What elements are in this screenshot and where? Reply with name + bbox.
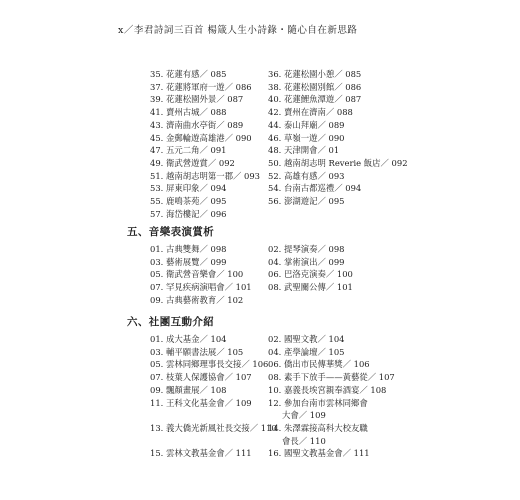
toc-entry: 04. 掌術演出／ 099 [268,256,345,267]
toc-entry: 06. 巴洛克演奏／ 100 [268,269,353,280]
toc-entry: 40. 花蓮鯉魚潭遊／ 087 [268,94,362,105]
running-header: x／李君詩詞三百首 楊箴人生小詩錄・隨心自在新思路 [118,25,358,36]
toc-list-community-right [268,333,395,460]
toc-entry: 08. 素手下放手——黃藝從／ 107 [268,372,395,383]
toc-entry: 53. 屏東印象／ 094 [150,183,227,194]
toc-entry: 10. 嘉義長埃宮親奉酒宴／ 108 [268,384,387,395]
toc-entry: 50. 越南胡志明 Reverie 飯店／ 092 [268,157,408,168]
toc-entry: 47. 五元二角／ 091 [150,145,227,156]
toc-entry: 05. 雲林同鄉理事長交接／ 106 [150,359,269,370]
toc-entry: 01. 古典雙舞／ 098 [150,244,227,254]
toc-entry [150,435,277,448]
toc-entry: 41. 賣州古城／ 088 [150,107,227,118]
toc-entry: 55. 鹿鳴茶苑／ 095 [150,196,227,207]
toc-entry: 49. 衛武營遊賞／ 092 [150,157,235,168]
toc-entry: 42. 賣州在濟南／ 088 [268,107,353,118]
toc-list-music-right [268,243,353,294]
toc-entry: 07. 罕見疾病演唱會／ 101 [150,282,252,293]
toc-entry: 45. 金郵輪遊高雄港／ 090 [150,132,252,143]
toc-entry: 01. 成大基金／ 104 [150,334,227,344]
toc-entry: 57. 海岱樓記／ 096 [150,208,227,219]
toc-entry: 14. 朱澤霖接高科大校友職 [268,422,368,433]
toc-entry [150,409,277,422]
toc-list-1-left [150,68,260,220]
section-title-music: 五、音樂表演賞析 [127,226,215,238]
toc-entry: 44. 泰山拜廟／ 089 [268,119,345,130]
toc-entry: 35. 花蓮有感／ 085 [150,69,227,79]
toc-list-1-right [268,68,408,208]
toc-entry: 11. 王科文化基金會／ 109 [150,397,252,408]
toc-entry: 09. 飄顏畫展／ 108 [150,384,227,395]
toc-entry: 13. 義大僑光新風社長交接／ 110 [150,422,277,433]
toc-entry: 02. 提琴演奏／ 098 [268,244,345,254]
toc-entry: 37. 花蓮將軍府一遊／ 086 [150,81,252,92]
toc-list-music-left [150,243,252,307]
toc-entry: 54. 台南古都巡禮／ 094 [268,183,362,194]
toc-entry: 46. 草嶺一遊／ 090 [268,132,345,143]
toc-entry: 06. 僑出市民傳華獎／ 106 [268,359,370,370]
toc-entry: 43. 濟南曲水亭街／ 089 [150,119,244,130]
toc-entry: 05. 衛武營音樂會／ 100 [150,269,244,280]
toc-entry: 03. 藝術展覽／ 099 [150,256,227,267]
toc-entry: 56. 澎湖遊記／ 095 [268,196,345,207]
section-title-community: 六、社團互動介紹 [127,316,215,328]
toc-entry-continued: 大會／ 109 [282,410,326,421]
toc-list-community-left [150,333,277,460]
toc-entry: 48. 天津開會／ 01 [268,145,340,156]
toc-entry: 08. 武聖關公傳／ 101 [268,282,353,293]
toc-entry: 39. 花蓮松園外景／ 087 [150,94,244,105]
toc-entry: 36. 花蓮松園小憩／ 085 [268,69,362,79]
toc-entry: 02. 國聖文教／ 104 [268,334,345,344]
toc-entry: 38. 花蓮松園別館／ 086 [268,81,362,92]
toc-entry: 03. 輔平願書法展／ 105 [150,346,244,357]
toc-entry: 12. 參加台南市雲林同鄉會 [268,397,368,408]
toc-entry: 09. 古典藝術教育／ 102 [150,294,244,305]
toc-entry: 07. 枝葉人保護協會／ 107 [150,372,252,383]
toc-entry: 04. 產學論壇／ 105 [268,346,345,357]
toc-entry: 16. 國聖文教基金會／ 111 [268,448,370,459]
toc-entry: 52. 高雄有感／ 093 [268,170,345,181]
toc-entry: 51. 越南胡志明第一郡／ 093 [150,170,261,181]
toc-entry-continued: 會長／ 110 [282,435,326,446]
toc-entry: 15. 雲林文教基金會／ 111 [150,448,252,459]
